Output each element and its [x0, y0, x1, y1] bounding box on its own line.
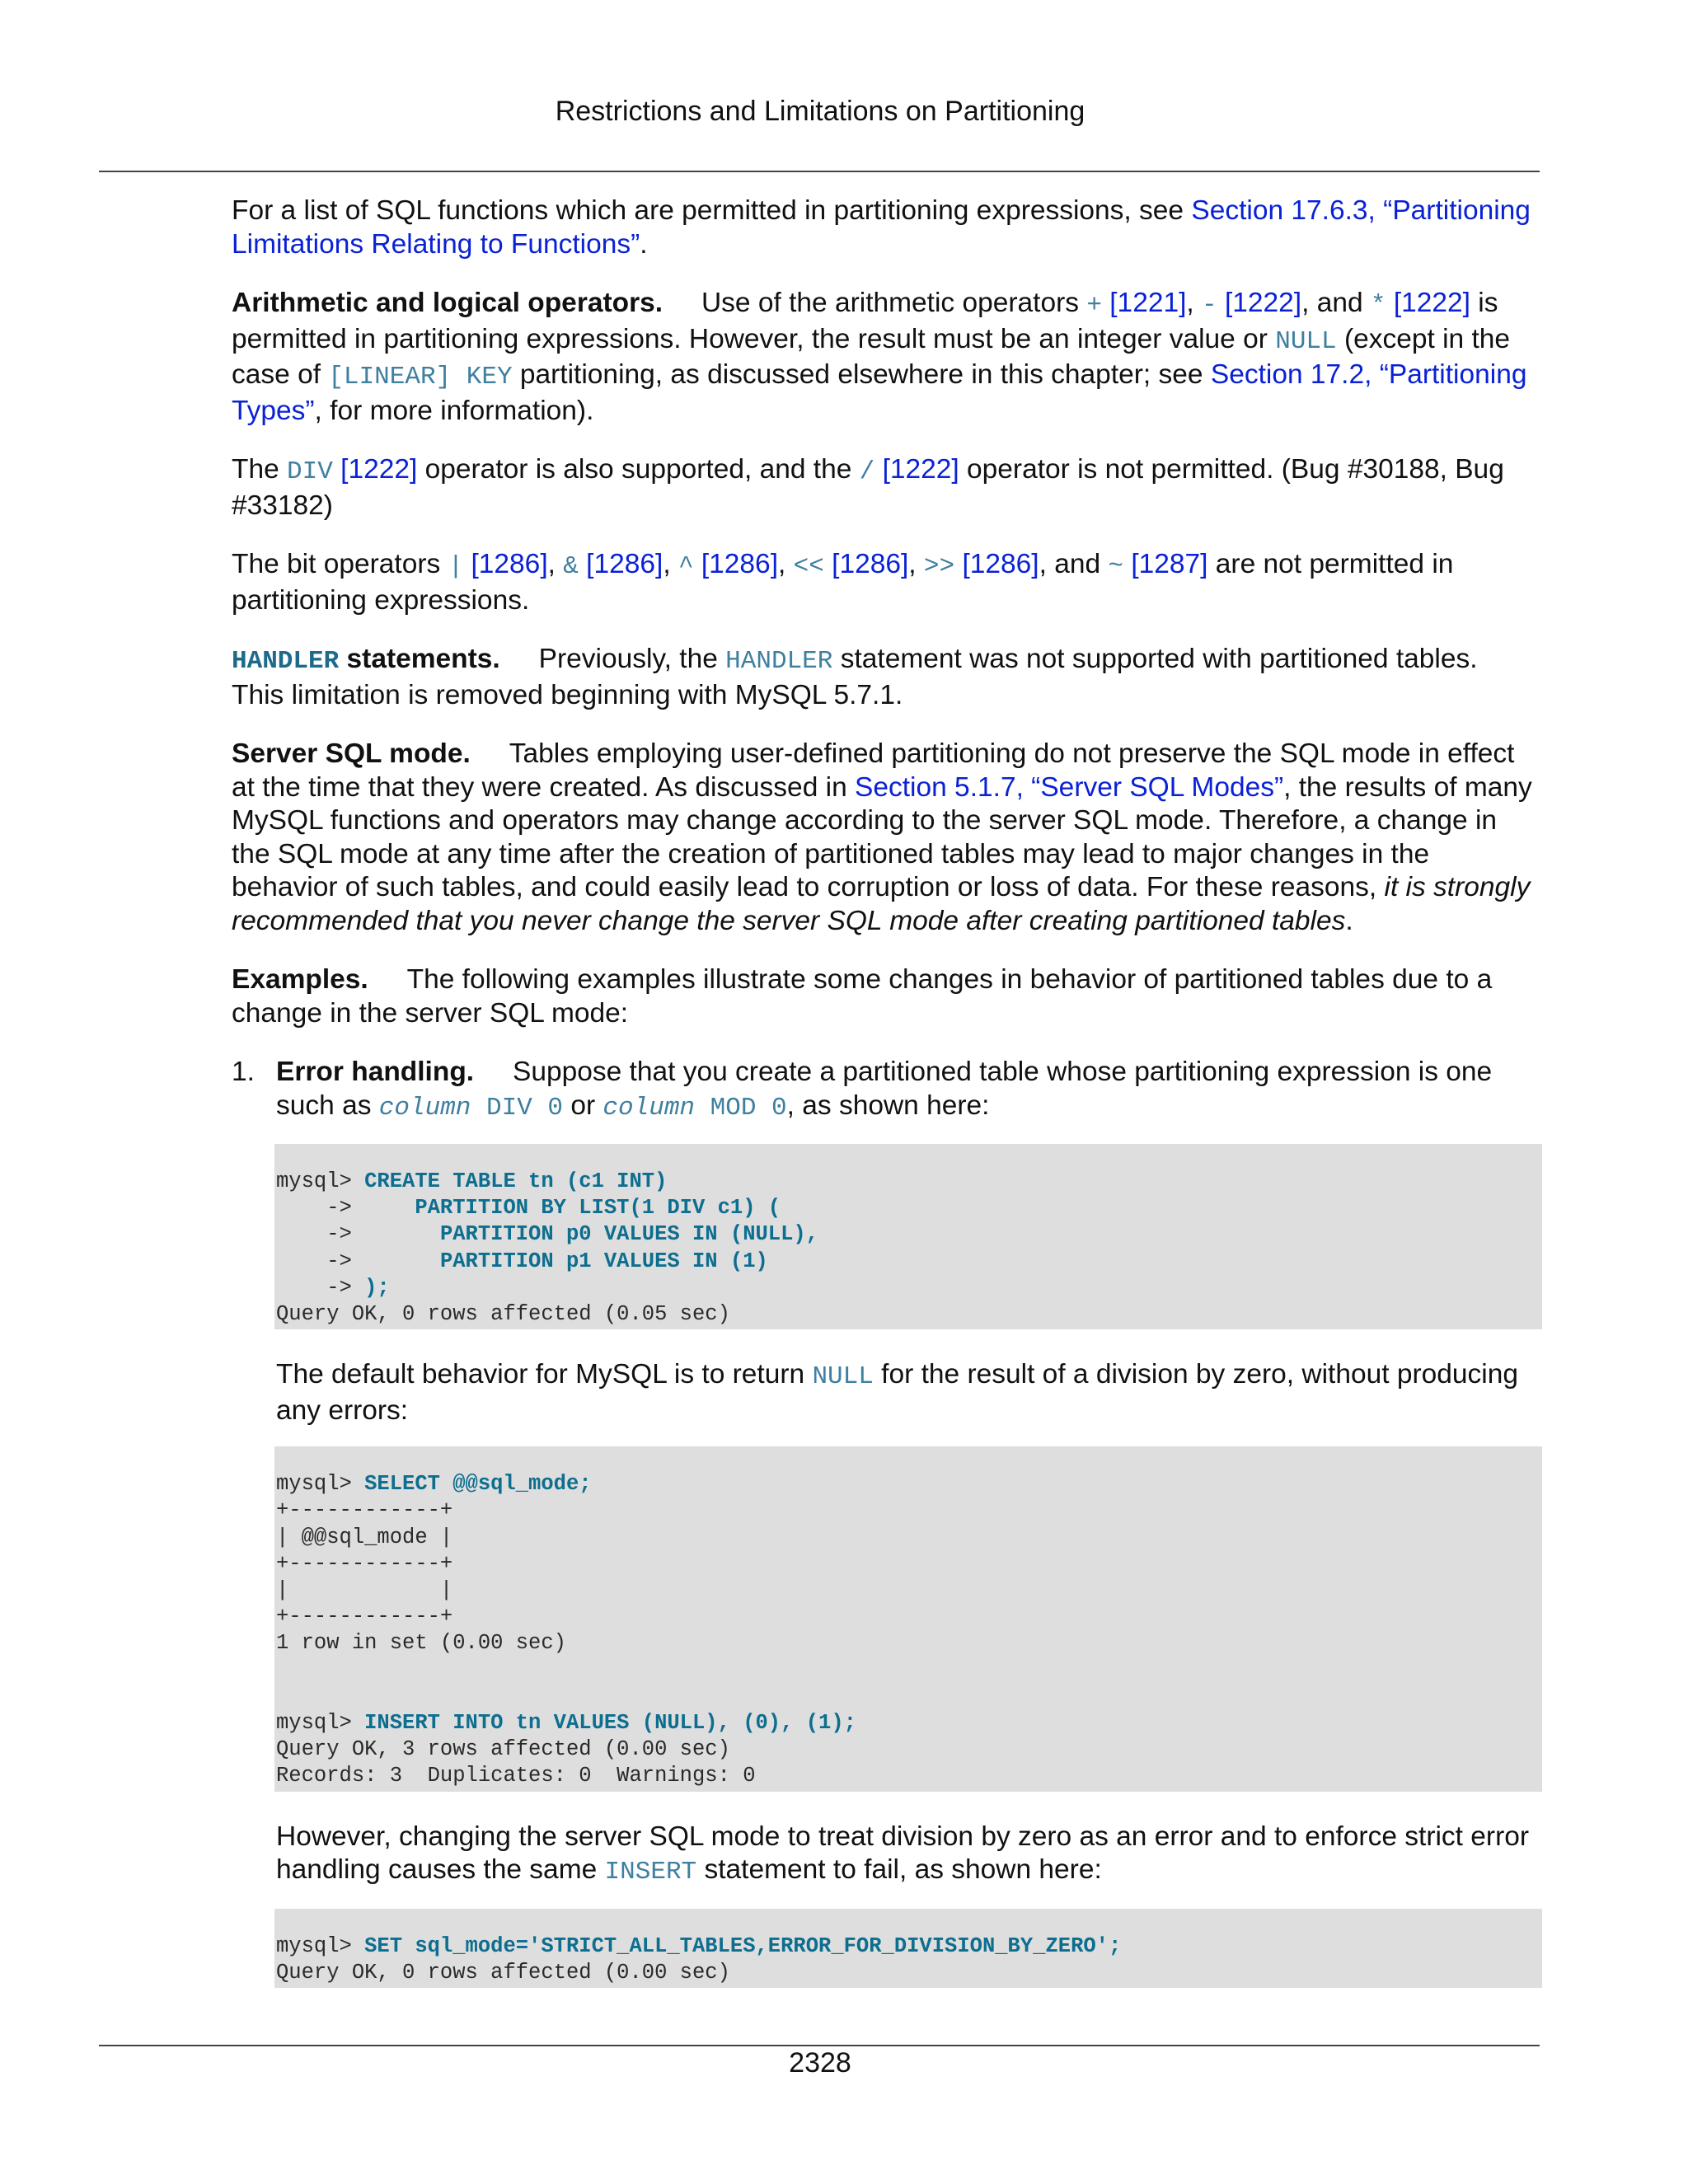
op-shift-right[interactable]: >> — [923, 552, 955, 581]
handler-label: HANDLER statements. — [232, 644, 500, 676]
paragraph-default-behavior: The default behavior for MySQL is to return NULL for the result of a division by zero, without producing any errors: — [276, 1359, 1518, 1426]
paragraph-however: However, changing the server SQL mode to treat division by zero as an error and to enforce strict error handling causes the same INSERT statement to fail, as shown here: — [276, 1821, 1530, 1887]
op-bit-or[interactable]: | — [448, 552, 464, 581]
paragraph-arithmetic: Arithmetic and logical operators. Use of the arithmetic operators + [1221], - [1222], and * [1222] is permitted in partitioning expressions. However, the result must be an integer value or NULL (except in the case of [LINEAR] KEY partitioning, as discussed elsewhere in this chapter; see Section 17.2, “Partitioning Types”, for more information). — [232, 288, 1527, 426]
footer-rule — [99, 2045, 1540, 2046]
ref-bit-and-link[interactable]: [1286] — [586, 549, 663, 579]
ref-slash-link[interactable]: [1222] — [882, 454, 959, 485]
code-block-select-sql-mode: mysql> SELECT @@sql_mode; +------------+ | @@sql_mode | +------------+ | | +------------+ 1 row in set (0.00 sec) mysql> INSERT INTO tn VALUES (NULL), (0), (1); Query OK, 3 rows affected (0.00 sec) Records: 3 Duplicates: 0 Warnings: 0 — [274, 1446, 1542, 1791]
insert-code: INSERT — [604, 1858, 697, 1887]
ref-multiply-link[interactable]: [1222] — [1393, 288, 1470, 318]
code-block-create-table: mysql> CREATE TABLE tn (c1 INT) -> PARTITION BY LIST(1 DIV c1) ( -> PARTITION p0 VALUES IN (NULL), -> PARTITION p1 VALUES IN (1) -> ); Query OK, 0 rows affected (0.05 sec) — [274, 1144, 1542, 1329]
paragraph-handler: HANDLER statements. Previously, the HANDLER statement was not supported with partitioned tables. This limitation is removed beginning with MySQL 5.7.1. — [232, 644, 1478, 710]
paragraph-server-sql-mode: Server SQL mode. Tables employing user-defined partitioning do not preserve the SQL mode in effect at the time that they were created. As discussed in Section 5.1.7, “Server SQL Modes”, the results of many MySQL functions and operators may change according to the server SQL mode. Therefore, a change in the SQL mode at any time after the creation of partitioned tables may lead to major changes in the behavior of such tables, and could easily lead to corruption or loss of data. For these reasons, it is strongly recommended that you never change the server SQL mode after creating partitioned tables. — [232, 738, 1532, 936]
header-rule — [99, 171, 1540, 172]
server-sql-mode-label: Server SQL mode. — [232, 738, 471, 769]
ref-div-link[interactable]: [1222] — [340, 454, 418, 485]
op-bit-xor[interactable]: ^ — [678, 552, 694, 581]
arithmetic-label: Arithmetic and logical operators. — [232, 288, 663, 318]
op-plus-link[interactable]: + — [1086, 291, 1102, 320]
ref-plus-link[interactable]: [1221] — [1109, 288, 1187, 318]
div-code[interactable]: DIV — [287, 457, 333, 486]
paragraph-error-handling: Error handling. Suppose that you create a partitioned table whose partitioning expression is one such as column DIV 0 or column MOD 0, as shown here: — [276, 1057, 1493, 1122]
ref-bit-or-link[interactable]: [1286] — [471, 549, 548, 579]
error-handling-label: Error handling. — [276, 1057, 475, 1087]
op-multiply-link[interactable]: * — [1370, 291, 1386, 320]
ref-bit-invert-link[interactable]: [1287] — [1131, 549, 1208, 579]
linear-key-code: [LINEAR] KEY — [328, 363, 513, 391]
page-header-title: Restrictions and Limitations on Partitioning — [555, 96, 1085, 127]
op-bit-invert[interactable]: ~ — [1108, 552, 1124, 581]
handler-code: HANDLER — [725, 647, 833, 676]
page-number: 2328 — [789, 2047, 851, 2079]
link-partitioning-functions[interactable]: Section 17.6.3, “Partitioning Limitations Relating to Functions” — [232, 195, 1531, 260]
code-block-set-sql-mode: mysql> SET sql_mode='STRICT_ALL_TABLES,ERROR_FOR_DIVISION_BY_ZERO'; Query OK, 0 rows affected (0.00 sec) — [274, 1909, 1542, 1988]
paragraph-examples: Examples. The following examples illustrate some changes in behavior of partitioned tables due to a change in the server SQL mode: — [232, 964, 1493, 1029]
examples-label: Examples. — [232, 964, 368, 995]
column-var: column — [603, 1093, 696, 1122]
op-bit-and[interactable]: & — [563, 552, 579, 581]
link-partitioning-types[interactable]: Section 17.2, “Partitioning Types” — [232, 359, 1527, 426]
slash-code[interactable]: / — [859, 457, 875, 486]
sql-mode-recommendation: it is strongly recommended that you never change the server SQL mode after creating partitioned tables — [232, 872, 1531, 936]
paragraph-functions: For a list of SQL functions which are permitted in partitioning expressions, see Section 17.6.3, “Partitioning Limitations Relating to Functions”. — [232, 195, 1531, 260]
op-minus-link[interactable]: - — [1202, 291, 1217, 320]
list-item-error-handling — [232, 1056, 1534, 1988]
null-code: NULL — [812, 1362, 874, 1392]
link-server-sql-modes[interactable]: Section 5.1.7, “Server SQL Modes” — [855, 771, 1284, 803]
paragraph-div-operator: The DIV [1222] operator is also supported, and the / [1222] operator is not permitted. (Bug #30188, Bug #33182) — [232, 454, 1504, 521]
ref-shift-right-link[interactable]: [1286] — [962, 549, 1039, 579]
op-shift-left[interactable]: << — [793, 552, 824, 581]
page-content — [232, 194, 1534, 2017]
column-var: column — [378, 1093, 471, 1122]
ref-bit-xor-link[interactable]: [1286] — [701, 549, 778, 579]
ref-minus-link[interactable]: [1222] — [1224, 288, 1302, 318]
paragraph-bit-operators: The bit operators | [1286], & [1286], ^ [1286], << [1286], >> [1286], and ~ [1287] are not permitted in partitioning expressions. — [232, 549, 1454, 616]
null-code: NULL — [1275, 326, 1337, 356]
ref-shift-left-link[interactable]: [1286] — [832, 549, 909, 579]
list-number: 1. — [232, 1057, 255, 1087]
